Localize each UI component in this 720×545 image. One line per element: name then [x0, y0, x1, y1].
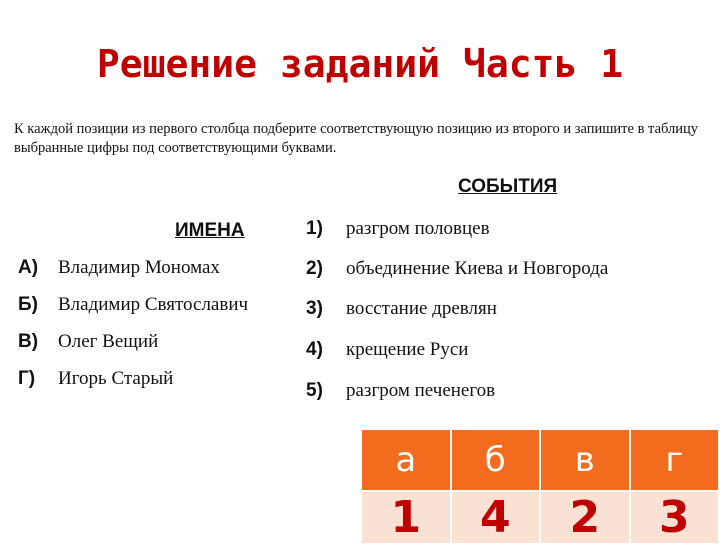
- event-text: разгром половцев: [346, 218, 490, 239]
- event-text: объединение Киева и Новгорода: [346, 258, 609, 279]
- name-marker: Г): [18, 368, 36, 389]
- name-item: [18, 294, 248, 316]
- event-text: разгром печенегов: [346, 380, 496, 401]
- answer-value: 4: [451, 491, 541, 544]
- event-item: [306, 218, 490, 240]
- event-item: [306, 339, 468, 361]
- event-item: [306, 258, 608, 280]
- answer-value: 3: [630, 491, 720, 544]
- answer-letter: б: [451, 429, 541, 491]
- name-text: Владимир Мономах: [58, 257, 220, 278]
- answer-letter: г: [630, 429, 720, 491]
- names-heading: ИМЕНА: [175, 220, 245, 241]
- event-text: восстание древлян: [346, 298, 497, 319]
- name-text: Владимир Святославич: [58, 294, 249, 315]
- event-marker: 3): [306, 298, 323, 319]
- event-marker: 1): [306, 218, 323, 239]
- answer-letter: а: [361, 429, 451, 491]
- name-marker: А): [18, 257, 39, 278]
- name-text: Олег Вещий: [58, 331, 159, 352]
- answer-table: [360, 428, 720, 545]
- answer-header-row: [361, 429, 719, 491]
- task-instruction: К каждой позиции из первого столбца подберите соответствующую позицию из второго и запишите в таблицу выбранные цифры под соответствующими буквами.: [14, 121, 699, 156]
- event-item: [306, 380, 495, 402]
- name-item: [18, 331, 158, 353]
- event-text: крещение Руси: [346, 339, 469, 360]
- name-text: Игорь Старый: [58, 368, 174, 389]
- event-marker: 5): [306, 380, 323, 401]
- event-marker: 4): [306, 339, 323, 360]
- answer-value-row: [361, 491, 719, 544]
- name-marker: Б): [18, 294, 38, 315]
- slide-title: Решение заданий Часть 1: [96, 42, 624, 86]
- answer-value: 2: [540, 491, 630, 544]
- name-item: [18, 368, 173, 390]
- events-heading: СОБЫТИЯ: [458, 176, 558, 197]
- name-item: [18, 257, 220, 279]
- answer-value: 1: [361, 491, 451, 544]
- event-item: [306, 298, 497, 320]
- name-marker: В): [18, 331, 39, 352]
- event-marker: 2): [306, 258, 323, 279]
- answer-letter: в: [540, 429, 630, 491]
